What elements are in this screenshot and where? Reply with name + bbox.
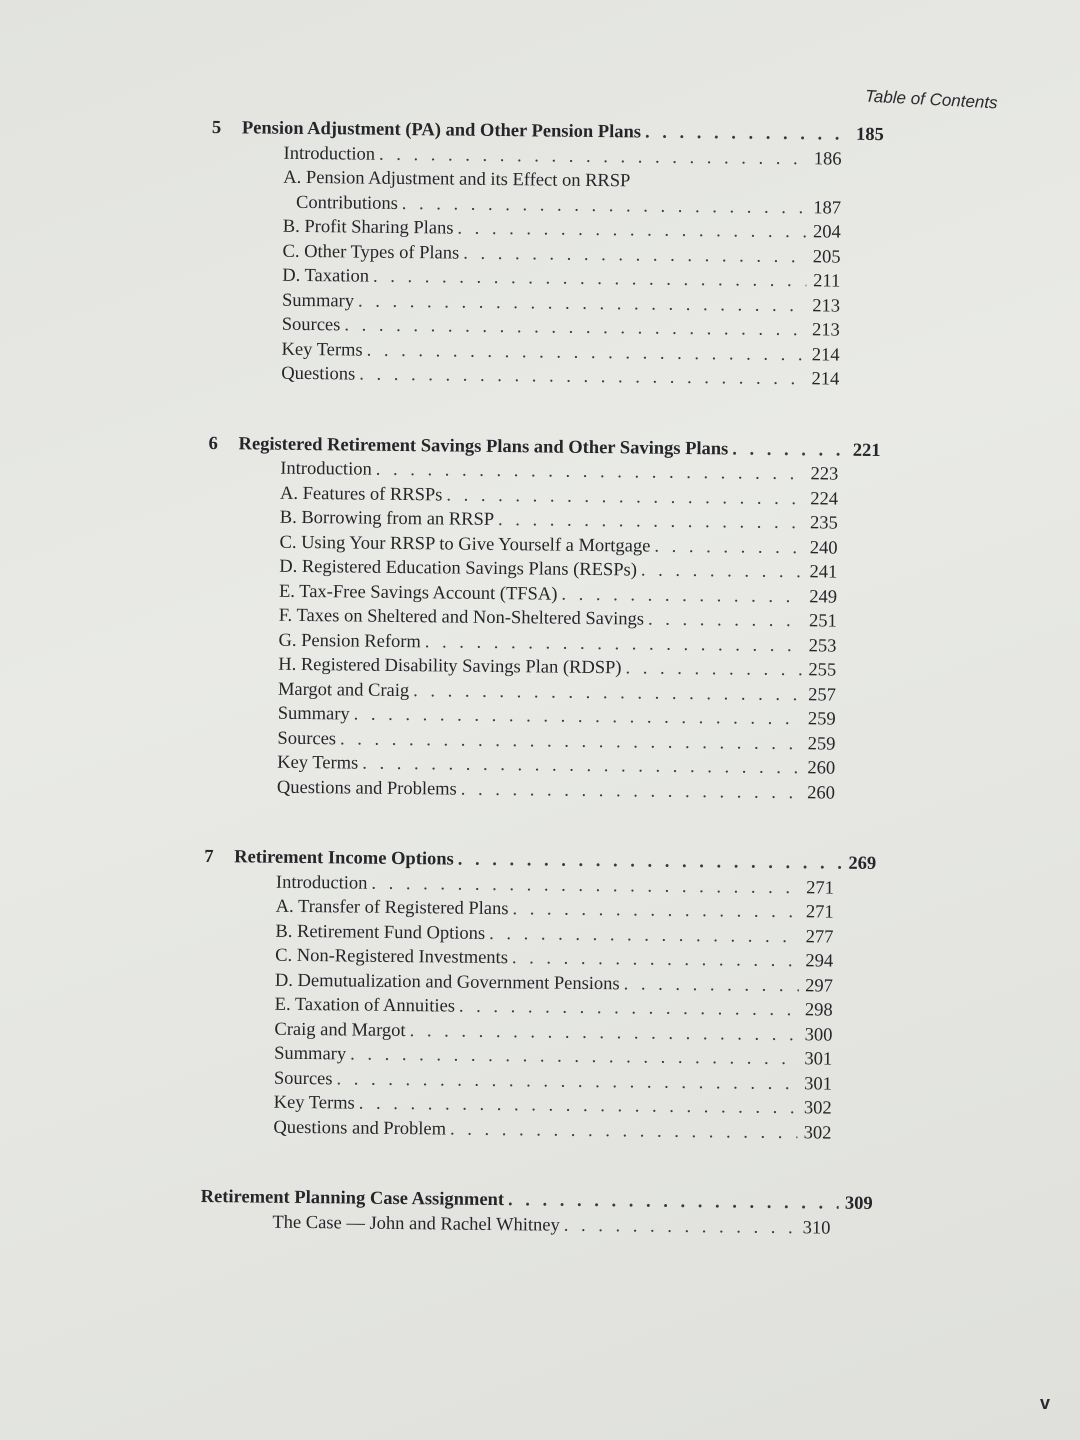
dot-leader <box>654 534 803 560</box>
chapter-number: 5 <box>211 117 222 139</box>
entry-page: 214 <box>811 344 840 366</box>
entry-label: Summary <box>281 290 355 311</box>
entry-page: 235 <box>809 513 838 534</box>
entry-page: 251 <box>808 611 837 632</box>
dot-leader <box>446 483 804 511</box>
entry-page: 249 <box>809 586 838 608</box>
dot-leader <box>561 582 803 609</box>
entry-page: 241 <box>809 562 838 583</box>
entry-label: Summary <box>277 703 350 725</box>
dot-leader <box>461 777 801 805</box>
entry-label: Introduction <box>280 458 372 480</box>
dot-leader <box>625 656 802 682</box>
entry-page: 302 <box>803 1122 832 1144</box>
chapter-title: Registered Retirement Savings Plans and Other Savings Plans <box>238 433 729 459</box>
entry-page: 298 <box>804 1000 833 1021</box>
entry-label: Key Terms <box>277 752 359 774</box>
chapter-page: 221 <box>852 440 881 461</box>
entry-page: 223 <box>810 464 839 485</box>
chapter-title: Pension Adjustment (PA) and Other Pension Plans <box>241 118 642 143</box>
entry-label: Questions and Problem <box>273 1117 447 1140</box>
page-folio: v <box>1039 1393 1050 1413</box>
entry-label: A. Pension Adjustment and its Effect on RRSP <box>283 167 631 192</box>
chapter-6 <box>205 431 881 806</box>
entry-page: 260 <box>807 758 836 779</box>
entry-page: 260 <box>807 782 836 804</box>
entry-label: Contributions <box>295 192 398 214</box>
chapter-page: 269 <box>848 853 877 874</box>
entry-page: 213 <box>812 295 841 317</box>
chapter-number: 7 <box>204 846 214 868</box>
entry-label: Introduction <box>275 872 368 894</box>
entry-label: Introduction <box>283 143 376 165</box>
entry-label: Sources <box>273 1068 333 1089</box>
entry-label: H. Registered Disability Savings Plan (RDSP) <box>278 654 622 679</box>
entry-page: 205 <box>812 246 841 268</box>
entry-label: A. Transfer of Registered Plans <box>275 896 509 920</box>
case-assignment <box>200 1185 872 1241</box>
chapter-title: Retirement Income Options <box>234 847 454 870</box>
entry-page: 255 <box>808 660 837 681</box>
dot-leader <box>463 241 807 269</box>
entry-label: B. Profit Sharing Plans <box>282 216 454 239</box>
dot-leader <box>457 217 807 245</box>
dot-leader <box>732 437 846 463</box>
entry-page: 186 <box>813 148 842 170</box>
entry-page: 301 <box>804 1073 833 1095</box>
dot-leader <box>498 508 804 536</box>
entry-page: 259 <box>807 733 836 755</box>
chapter-page: 309 <box>844 1193 873 1214</box>
entry-page: 224 <box>810 488 839 510</box>
chapter-7 <box>201 845 876 1146</box>
dot-leader <box>645 121 850 148</box>
entry-page: 240 <box>809 537 838 559</box>
entry-label: C. Using Your RRSP to Give Yourself a Mortgage <box>279 532 651 557</box>
entry-page: 271 <box>806 877 835 899</box>
entry-page: 301 <box>804 1049 833 1070</box>
entry-label: Questions and Problems <box>276 777 457 800</box>
entry-page: 277 <box>805 926 834 948</box>
entry-label: E. Taxation of Annuities <box>274 994 456 1017</box>
entry-page: 302 <box>803 1098 832 1119</box>
chapter-title: Retirement Planning Case Assignment <box>200 1186 505 1211</box>
entry-label: Key Terms <box>273 1092 355 1114</box>
entry-label: D. Registered Education Savings Plans (RESPs) <box>279 556 638 581</box>
entry-label: A. Features of RRSPs <box>279 483 443 505</box>
dot-leader <box>489 921 800 949</box>
dot-leader <box>508 1188 839 1216</box>
dot-leader <box>512 946 799 974</box>
chapter-number: 6 <box>208 433 218 454</box>
dot-leader <box>450 1117 798 1145</box>
entry-page: 204 <box>812 222 841 243</box>
dot-leader <box>648 608 803 634</box>
entry-label: C. Other Types of Plans <box>282 241 460 264</box>
entry-label: B. Retirement Fund Options <box>275 921 486 944</box>
entry-page: 253 <box>808 635 837 657</box>
entry-label: F. Taxes on Sheltered and Non-Sheltered Savings <box>278 605 645 630</box>
entry-page: 271 <box>805 902 834 923</box>
dot-leader <box>459 995 799 1023</box>
entry-page: 211 <box>813 271 841 292</box>
entry-page: 187 <box>813 197 842 219</box>
entry-page: 214 <box>811 369 840 390</box>
entry-label: Questions <box>281 363 356 385</box>
entry-page: 300 <box>804 1024 833 1046</box>
dot-leader <box>359 363 805 392</box>
entry-label: D. Taxation <box>282 265 370 287</box>
entry-label: The Case — John and Rachel Whitney <box>272 1212 560 1236</box>
entry-page: 297 <box>805 975 834 997</box>
entry-label: Key Terms <box>281 339 363 361</box>
dot-leader <box>624 972 799 998</box>
entry-label: Sources <box>281 314 341 336</box>
entry-label: C. Non-Registered Investments <box>275 945 509 969</box>
entry-label: Craig and Margot <box>274 1019 406 1041</box>
entry-page: 294 <box>805 951 834 972</box>
dot-leader <box>641 559 804 585</box>
dot-leader <box>512 897 799 925</box>
entry-label: Sources <box>277 728 337 749</box>
entry-label: G. Pension Reform <box>278 630 421 652</box>
entry-page: 310 <box>802 1217 831 1239</box>
entry-page: 259 <box>807 709 836 730</box>
entry-label: B. Borrowing from an RRSP <box>279 507 495 530</box>
entry-label: Margot and Craig <box>277 679 410 701</box>
chapter-5 <box>209 116 884 393</box>
running-head: Table of Contents <box>864 86 999 113</box>
entry-label: E. Tax-Free Savings Account (TFSA) <box>278 581 558 605</box>
entry-label: D. Demutualization and Government Pensions <box>274 970 620 994</box>
entry-page: 213 <box>811 320 840 341</box>
dot-leader <box>564 1213 797 1240</box>
table-of-contents <box>200 116 884 1287</box>
entry-page: 257 <box>808 684 837 706</box>
entry-label: Summary <box>274 1043 347 1065</box>
chapter-page: 185 <box>855 124 884 146</box>
